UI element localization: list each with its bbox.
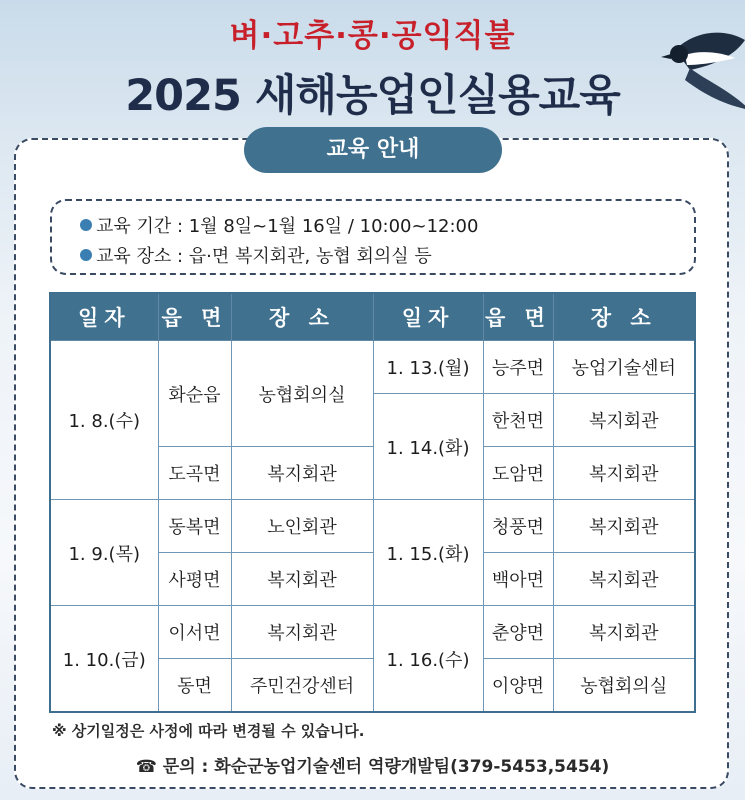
place-cell: 노인회관: [231, 500, 373, 553]
section-pill: 교육 안내: [244, 127, 502, 173]
town-cell: 동복면: [158, 500, 231, 553]
date-cell: 1. 15.(화): [373, 500, 483, 606]
town-cell: 청풍면: [483, 500, 553, 553]
date-cell: 1. 13.(월): [373, 341, 483, 394]
town-cell: 이서면: [158, 606, 231, 659]
town-cell: 도암면: [483, 447, 553, 500]
table-row: [50, 606, 695, 659]
town-cell: 춘양면: [483, 606, 553, 659]
header-town: 읍 면: [158, 293, 231, 341]
date-cell: 1. 9.(목): [50, 500, 158, 606]
schedule-note: ※ 상기일정은 사정에 따라 변경될 수 있습니다.: [52, 722, 365, 740]
town-cell: 사평면: [158, 553, 231, 606]
date-cell: 1. 10.(금): [50, 606, 158, 713]
bullet-dot-icon: [80, 249, 92, 261]
place-cell: 복지회관: [553, 606, 695, 659]
header-town: 읍 면: [483, 293, 553, 341]
schedule-table: [49, 292, 696, 713]
header-place: 장 소: [553, 293, 695, 341]
place-cell: 주민건강센터: [231, 659, 373, 713]
header-date: 일자: [50, 293, 158, 341]
info-venue: [80, 242, 432, 268]
place-cell: 복지회관: [231, 447, 373, 500]
town-cell: 백아면: [483, 553, 553, 606]
place-cell: 복지회관: [553, 447, 695, 500]
date-cell: 1. 8.(수): [50, 341, 158, 500]
info-venue-text: 교육 장소 : 읍·면 복지회관, 농협 회의실 등: [96, 246, 432, 267]
place-cell: 복지회관: [553, 394, 695, 447]
date-cell: 1. 16.(수): [373, 606, 483, 713]
info-period-text: 교육 기간 : 1월 8일~1월 16일 / 10:00~12:00: [96, 216, 479, 237]
place-cell: 복지회관: [553, 553, 695, 606]
table-row: [50, 500, 695, 553]
program-subtitle: 벼·고추·콩·공익직불: [229, 18, 516, 54]
place-cell: 농협회의실: [553, 659, 695, 713]
town-cell: 도곡면: [158, 447, 231, 500]
town-cell: 이양면: [483, 659, 553, 713]
header-place: 장 소: [231, 293, 373, 341]
town-cell: 한천면: [483, 394, 553, 447]
place-cell: 복지회관: [231, 553, 373, 606]
town-cell: 화순읍: [158, 341, 231, 447]
date-cell: 1. 14.(화): [373, 394, 483, 500]
table-header-row: [50, 293, 695, 341]
place-cell: 농협회의실: [231, 341, 373, 447]
town-cell: 동면: [158, 659, 231, 713]
page-title: 2025 새해농업인실용교육: [125, 71, 620, 121]
town-cell: 능주면: [483, 341, 553, 394]
info-period: [80, 212, 478, 238]
place-cell: 복지회관: [231, 606, 373, 659]
bullet-dot-icon: [80, 219, 92, 231]
place-cell: 농업기술센터: [553, 341, 695, 394]
header-date: 일자: [373, 293, 483, 341]
contact-info: ☎ 문의 : 화순군농업기술센터 역량개발팀(379-5453,5454): [135, 757, 610, 777]
table-row: [50, 341, 695, 394]
info-box: [50, 199, 696, 275]
place-cell: 복지회관: [553, 500, 695, 553]
